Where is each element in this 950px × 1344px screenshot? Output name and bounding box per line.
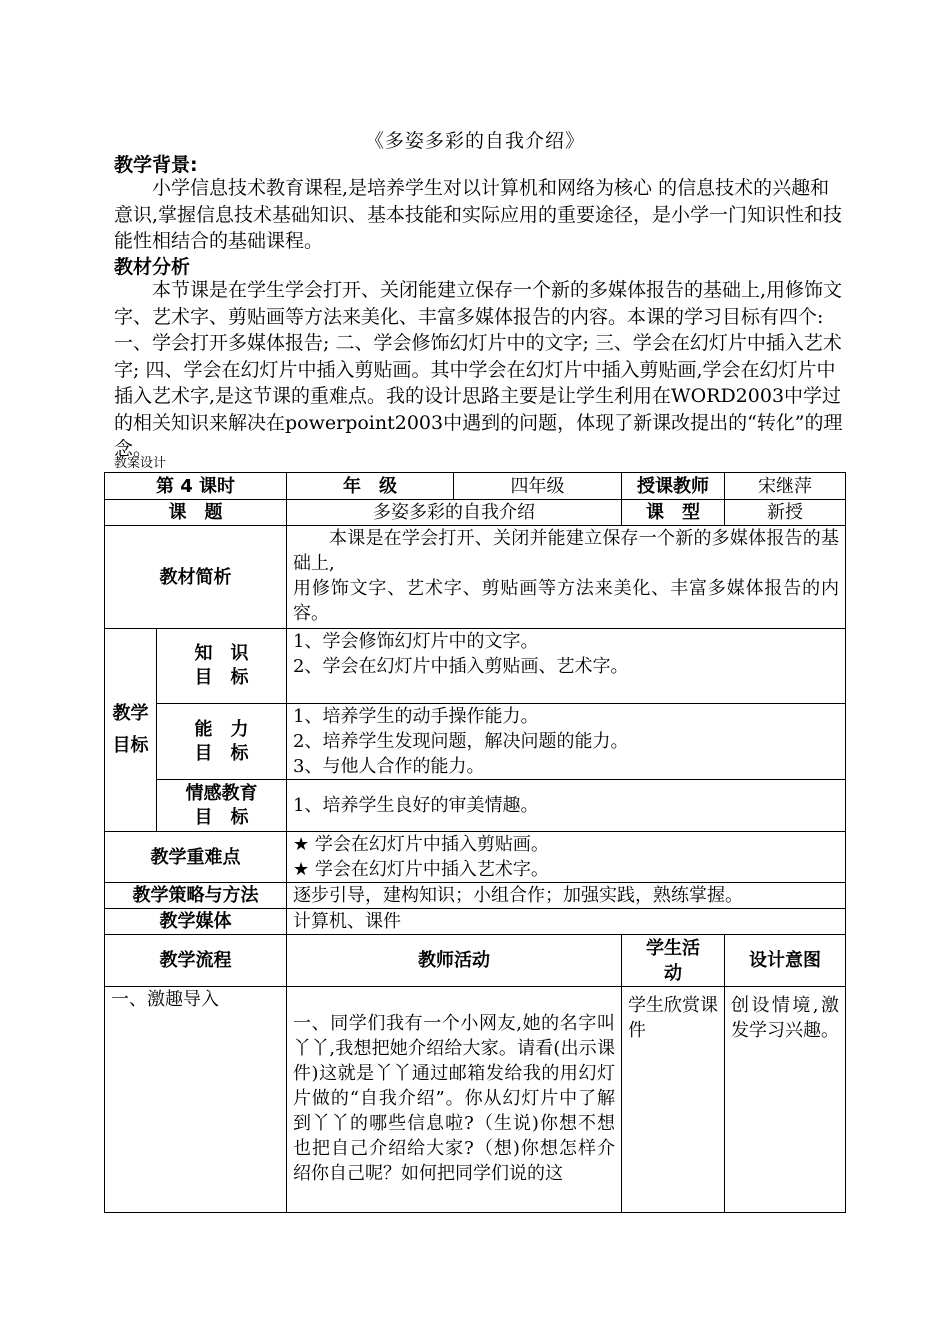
analysis-text: 本节课是在学生学会打开、关闭能建立保存一个新的多媒体报告的基础上,用修饰文字、艺术字、剪贴画等方法来美化、丰富多媒体报告的内容。本课的学习目标有四个: 一、学会打开多媒体报告; 二、学会修饰幻灯片中的文字; 三、学会在幻灯片中插入艺术字; 四、学会在幻灯片中插入剪贴画。其中学会在幻灯片中插入剪贴画,学会在幻灯片中插入艺术字,是这节课的重难点。我的设计思路主要是让学生利用在WORD2003中学过的相关知识来解决在powerpoint2003中遇到的问题，体现了新课改提出的“转化”的理念。 — [114, 279, 843, 460]
flow-header-teacher: 教师活动 — [287, 935, 622, 987]
brief-label: 教材简析 — [105, 526, 287, 629]
emotion-label-top: 情感教育 — [185, 782, 258, 804]
key-point-item: ★ 学会在幻灯片中插入剪贴画。 — [293, 834, 549, 855]
analysis-heading: 教材分析 — [114, 256, 191, 278]
table-row — [105, 935, 846, 987]
lesson-plan-table — [104, 472, 846, 1213]
topic-label: 课 题 — [105, 500, 287, 526]
type-value: 新授 — [725, 500, 846, 526]
ability-item: 2、培养学生发现问题，解决问题的能力。 — [293, 731, 629, 752]
ability-goal-label — [157, 704, 287, 780]
table-row — [105, 909, 846, 935]
emotion-label-bottom: 目 标 — [194, 806, 249, 828]
emotion-goal-label — [157, 780, 287, 832]
knowledge-label-bottom: 目 标 — [194, 667, 249, 688]
strategy-value: 逐步引导，建构知识；小组合作；加强实践，熟练掌握。 — [287, 883, 846, 909]
table-row — [105, 883, 846, 909]
document-title: 《多姿多彩的自我介绍》 — [364, 130, 585, 152]
topic-value: 多姿多彩的自我介绍 — [287, 500, 622, 526]
table-row — [105, 526, 846, 629]
strategy-label: 教学策略与方法 — [105, 883, 287, 909]
brief-line-2: 用修饰文字、艺术字、剪贴画等方法来美化、丰富多媒体报告的内容。 — [293, 578, 839, 624]
ability-item: 3、与他人合作的能力。 — [293, 756, 485, 777]
brief-line-1: 本课是在学会打开、关闭并能建立保存一个新的多媒体报告的基础上, — [293, 528, 839, 574]
period-cell: 第 4 课时 — [105, 473, 287, 500]
table-row — [105, 987, 846, 1213]
brief-content — [287, 526, 846, 629]
emotion-goal-content — [287, 780, 846, 832]
flow-header-process: 教学流程 — [105, 935, 287, 987]
knowledge-goal-label — [157, 629, 287, 704]
table-row — [105, 629, 846, 704]
type-label: 课 型 — [622, 500, 725, 526]
flow-teacher-cell: 一、同学们我有一个小网友,她的名字叫丫丫,我想把她介绍给大家。请看(出示课件)这就是丫丫通过邮箱发给我的用幻灯片做的“自我介绍”。你从幻灯片中了解到丫丫的哪些信息啦?（生说)你想不想也把自己介绍给大家?（想)你想怎样介绍你自己呢？如何把同学们说的这 — [287, 987, 622, 1213]
knowledge-item: 1、学会修饰幻灯片中的文字。 — [293, 631, 539, 652]
table-row — [105, 473, 846, 500]
grade-value: 四年级 — [454, 473, 622, 500]
teacher-value: 宋继萍 — [725, 473, 846, 500]
key-points-content — [287, 832, 846, 883]
key-point-item: ★ 学会在幻灯片中插入艺术字。 — [293, 859, 549, 880]
grade-label: 年 级 — [287, 473, 454, 500]
emotion-item: 1、培养学生良好的审美情趣。 — [293, 795, 539, 816]
flow-header-student: 学生活动 — [622, 935, 725, 987]
flow-student-cell: 学生欣赏课件 — [622, 987, 725, 1213]
key-points-label: 教学重难点 — [105, 832, 287, 883]
background-paragraph — [114, 175, 844, 255]
teacher-label: 授课教师 — [622, 473, 725, 500]
flow-process-cell: 一、激趣导入 — [105, 987, 287, 1213]
background-text: 小学信息技术教育课程,是培养学生对以计算机和网络为核心 的信息技术的兴趣和意识,掌握信息技术基础知识、基本技能和实际应用的重要途径，是小学一门知识性和技能性相结合的基础课程。 — [114, 177, 843, 252]
background-heading: 教学背景: — [114, 154, 198, 176]
ability-label-bottom: 目 标 — [194, 742, 249, 764]
ability-goal-content — [287, 704, 846, 780]
ability-label-top: 能 力 — [194, 718, 249, 740]
goals-label: 教学目标 — [105, 629, 157, 832]
table-row — [105, 780, 846, 832]
knowledge-label-top: 知 识 — [194, 643, 249, 664]
design-label: 教案设计 — [114, 456, 167, 471]
table-row — [105, 704, 846, 780]
media-label: 教学媒体 — [105, 909, 287, 935]
media-value: 计算机、课件 — [287, 909, 846, 935]
flow-intent-cell: 创设情境,激发学习兴趣。 — [725, 987, 846, 1213]
knowledge-item: 2、学会在幻灯片中插入剪贴画、艺术字。 — [293, 656, 629, 677]
analysis-paragraph — [114, 277, 844, 463]
knowledge-goal-content — [287, 629, 846, 704]
ability-item: 1、培养学生的动手操作能力。 — [293, 706, 539, 727]
table-row — [105, 500, 846, 526]
flow-header-intent: 设计意图 — [725, 935, 846, 987]
table-row — [105, 832, 846, 883]
